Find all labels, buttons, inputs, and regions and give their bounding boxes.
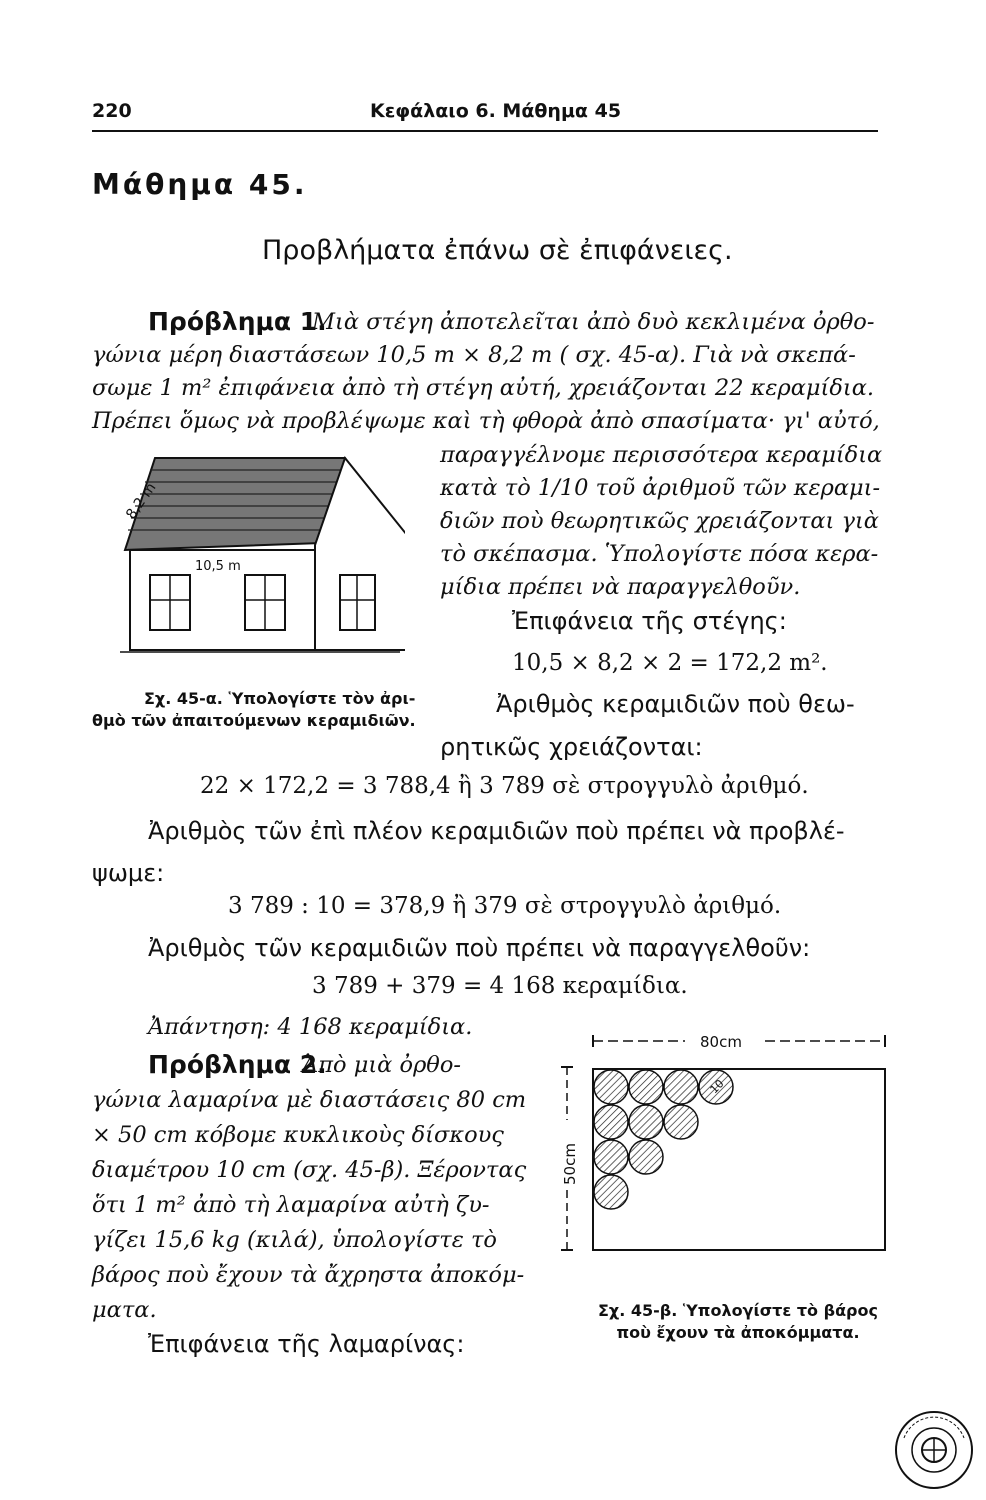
problem2-line: ὅτι 1 m² ἀπὸ τὴ λαμαρίνα αὐτὴ ζυ-	[92, 1192, 490, 1218]
lesson-title: Μάθημα 45.	[92, 168, 308, 201]
answer: Ἀπάντηση: 4 168 κεραμίδια.	[148, 1014, 473, 1040]
theoretical-calc: 22 × 172,2 = 3 788,4 ἢ 3 789 σὲ στρογγυλὸ ἀριθμό.	[200, 773, 809, 799]
roof-area-calc: 10,5 × 8,2 × 2 = 172,2 m².	[512, 650, 828, 676]
extra-calc: 3 789 : 10 = 378,9 ἢ 379 σὲ στρογγυλὸ ἀριθμό.	[228, 893, 782, 919]
problem2-label: Πρόβλημα 2.	[148, 1050, 327, 1079]
figure-b-caption-line: Σχ. 45-β. Ὑπολογίστε τὸ βάρος	[598, 1301, 878, 1320]
problem2-line: × 50 cm κόβομε κυκλικοὺς δίσκους	[92, 1122, 504, 1148]
order-calc: 3 789 + 379 = 4 168 κεραμίδια.	[312, 973, 688, 999]
header-rule	[92, 130, 878, 132]
problem1-line: τὸ σκέπασμα. Ὑπολογίστε πόσα κερα-	[440, 541, 879, 567]
dim-width: 10,5 m	[195, 559, 241, 574]
dim-roof: 8,2 m	[123, 480, 160, 523]
problem2-line: γώνια λαμαρίνα μὲ διαστάσεις 80 cm	[92, 1087, 527, 1113]
running-title: Κεφάλαιο 6. Μάθημα 45	[370, 100, 622, 122]
extra-label: ψωμε:	[92, 859, 165, 887]
problem1-line: σωμε 1 m² ἐπιφάνεια ἀπὸ τὴ στέγη αὐτή, χρειάζονται 22 κεραμίδια.	[92, 375, 875, 401]
problem1-line: γώνια μέρη διαστάσεων 10,5 m × 8,2 m ( σχ. 45-α). Γιὰ νὰ σκεπά-	[92, 342, 856, 368]
house-figure	[115, 450, 405, 665]
figure-b-caption-line: ποὺ ἔχουν τὰ ἀποκόμματα.	[616, 1323, 860, 1342]
problem1-line: διῶν ποὺ θεωρητικῶς χρειάζονται γιὰ	[440, 508, 879, 534]
disc-diameter-label: 10	[707, 1077, 727, 1097]
foundation-stamp	[892, 1408, 976, 1492]
problem1-line: Πρέπει ὅμως νὰ προβλέψωμε καὶ τὴ φθορὰ ἀπὸ σπασίματα· γι' αὐτό,	[92, 408, 880, 434]
theoretical-label: Ἀριθμὸς κεραμιδιῶν ποὺ θεω-	[496, 690, 855, 718]
problem1-line: κατὰ τὸ 1/10 τοῦ ἀριθμοῦ τῶν κεραμι-	[440, 475, 881, 501]
problem2-line: Ἀπὸ μιὰ ὀρθο-	[302, 1052, 461, 1078]
problem2-line: βάρος ποὺ ἔχουν τὰ ἄχρηστα ἀποκόμ-	[92, 1262, 525, 1288]
figure-a-caption-line: Σχ. 45-α. Ὑπολογίστε τὸν ἀρι-	[144, 689, 416, 708]
lesson-topic: Προβλήματα ἐπάνω σὲ ἐπιφάνειες.	[262, 235, 733, 266]
page-number: 220	[92, 100, 132, 122]
order-label: Ἀριθμὸς τῶν κεραμιδιῶν ποὺ πρέπει νὰ παραγγελθοῦν:	[148, 934, 811, 962]
problem1-label: Πρόβλημα 1.	[148, 307, 327, 336]
problem2-line: διαμέτρου 10 cm (σχ. 45-β). Ξέροντας	[92, 1157, 527, 1183]
extra-label: Ἀριθμὸς τῶν ἐπὶ πλέον κεραμιδιῶν ποὺ πρέπει νὰ προβλέ-	[148, 817, 845, 845]
problem1-line: μίδια πρέπει νὰ παραγγελθοῦν.	[440, 574, 801, 600]
sheet-figure	[545, 1025, 895, 1255]
sheet-width-label: 80cm	[700, 1033, 742, 1051]
figure-a-caption-line: θμὸ τῶν ἀπαιτούμενων κεραμιδιῶν.	[92, 711, 416, 730]
problem1-line: Μιὰ στέγη ἀποτελεῖται ἀπὸ δυὸ κεκλιμένα ὀρθο-	[312, 309, 875, 335]
figure-b-caption	[578, 1300, 898, 1344]
problem1-line: παραγγέλνομε περισσότερα κεραμίδια	[440, 442, 883, 468]
roof-area-label: Ἐπιφάνεια τῆς στέγης:	[512, 607, 787, 635]
problem2-line: γίζει 15,6 kg (κιλά), ὑπολογίστε τὸ	[92, 1227, 497, 1253]
problem2-line: ματα.	[92, 1297, 157, 1323]
sheet-height-label: 50cm	[561, 1143, 579, 1185]
figure-a-caption	[92, 688, 437, 732]
theoretical-label: ρητικῶς χρειάζονται:	[440, 733, 703, 761]
sheet-area-label: Ἐπιφάνεια τῆς λαμαρίνας:	[148, 1330, 465, 1358]
